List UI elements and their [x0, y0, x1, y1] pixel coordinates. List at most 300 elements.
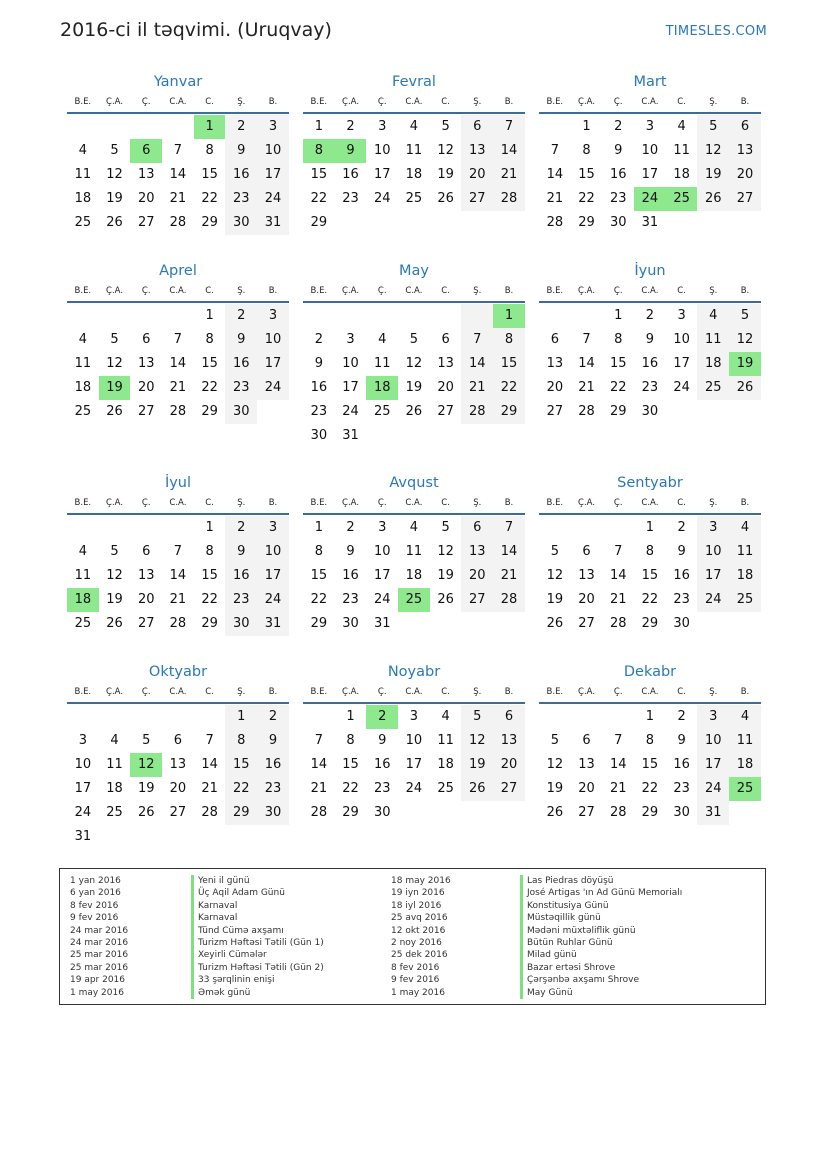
day-cell: 6 [441, 332, 450, 347]
day-cell: 17 [405, 757, 423, 772]
day-cell: 15 [493, 352, 525, 376]
empty-cell [430, 424, 462, 448]
empty-cell [666, 211, 698, 235]
weekday-label: Ç. [377, 498, 387, 508]
day-cell: 11 [405, 143, 423, 158]
day-cell: 31 [641, 215, 659, 230]
day-cell: 17 [673, 356, 690, 371]
day-cell: 27 [578, 805, 595, 820]
empty-cell [130, 705, 162, 729]
day-cell: 12 [405, 356, 423, 371]
day-grid [539, 704, 761, 825]
day-cell: 2 [225, 115, 257, 139]
day-cell: 23 [225, 187, 257, 211]
day-cell: 25 [666, 187, 698, 211]
day-cell: 18 [74, 191, 92, 206]
day-cell: 19 [729, 352, 761, 376]
day-cell: 9 [257, 729, 289, 753]
empty-cell [729, 211, 761, 235]
day-cell: 5 [142, 733, 151, 748]
holiday-name: Xeyirli Cümələr [191, 949, 324, 961]
day-cell: 3 [257, 304, 289, 328]
day-cell: 13 [493, 729, 525, 753]
weekday-label: C.A. [405, 97, 423, 107]
empty-cell [539, 304, 571, 328]
day-cell: 10 [342, 356, 359, 371]
holiday-date: 18 iyl 2016 [391, 900, 442, 911]
weekday-label: Ş. [473, 97, 482, 107]
weekday-label: C. [205, 286, 214, 296]
day-cell: 13 [137, 568, 155, 583]
weekday-label: C. [441, 97, 450, 107]
empty-cell [493, 211, 525, 235]
day-cell: 15 [225, 753, 257, 777]
weekday-label: B.E. [546, 498, 564, 508]
day-cell: 26 [546, 805, 564, 820]
holiday-name: José Artigas 'ın Ad Günü Memorialı [520, 887, 682, 899]
holiday-date: 24 mar 2016 [70, 925, 129, 936]
day-cell: 2 [677, 520, 686, 535]
day-cell: 31 [697, 801, 729, 825]
day-cell: 4 [378, 332, 387, 347]
day-cell: 4 [677, 119, 686, 134]
day-cell: 19 [106, 191, 123, 206]
day-cell: 15 [201, 568, 218, 583]
empty-cell [130, 825, 162, 849]
holiday-name: Turizm Həftəsi Tətili (Gün 2) [191, 962, 324, 974]
day-cell: 18 [673, 167, 690, 182]
day-cell: 14 [578, 356, 595, 371]
empty-cell [398, 424, 430, 448]
weekday-label: Ş. [473, 687, 482, 697]
weekday-label: C. [441, 498, 450, 508]
holiday-name: Bazar ertəsi Shrove [520, 962, 682, 974]
empty-cell [257, 825, 289, 849]
day-cell: 28 [609, 616, 627, 631]
weekday-label: B.E. [74, 286, 92, 296]
empty-cell [602, 516, 634, 540]
day-cell: 5 [550, 733, 559, 748]
day-cell: 10 [257, 540, 289, 564]
day-cell: 6 [582, 544, 591, 559]
empty-cell [194, 825, 226, 849]
weekday-label: Ş. [709, 687, 718, 697]
holiday-name: Las Piedras döyüşü [520, 875, 682, 887]
weekday-label: C.A. [641, 97, 659, 107]
empty-cell [162, 304, 194, 328]
empty-cell [697, 400, 729, 424]
weekday-header [539, 282, 761, 303]
weekday-label: B. [268, 97, 278, 107]
day-cell: 26 [137, 805, 155, 820]
day-cell: 7 [173, 143, 183, 158]
weekday-header [303, 683, 525, 704]
day-cell: 2 [225, 304, 257, 328]
day-cell: 8 [582, 143, 591, 158]
empty-cell [130, 304, 162, 328]
day-cell: 3 [409, 709, 419, 724]
weekday-label: Ç.A. [578, 687, 596, 697]
day-cell: 22 [641, 781, 659, 796]
day-cell: 24 [74, 805, 92, 820]
day-cell: 8 [346, 733, 355, 748]
empty-cell [162, 516, 194, 540]
holiday-name: Karnaval [191, 912, 324, 924]
day-cell: 1 [314, 520, 323, 535]
day-cell: 9 [225, 328, 257, 352]
day-cell: 6 [729, 115, 761, 139]
day-cell: 16 [310, 380, 328, 395]
holiday-date: 1 yan 2016 [70, 876, 121, 886]
weekday-label: Ç. [613, 498, 623, 508]
weekday-label: Ş. [709, 498, 718, 508]
day-cell: 23 [225, 588, 257, 612]
day-cell: 8 [645, 544, 655, 559]
day-cell: 2 [346, 119, 355, 134]
day-cell: 8 [314, 544, 323, 559]
weekday-label: Ş. [237, 687, 246, 697]
day-cell: 1 [205, 308, 214, 323]
day-cell: 4 [697, 304, 729, 328]
holiday-dates-col-1 [70, 875, 128, 999]
day-cell: 3 [257, 516, 289, 540]
weekday-label: C. [441, 286, 450, 296]
empty-cell [335, 304, 367, 328]
day-cell: 12 [437, 143, 454, 158]
empty-cell [461, 801, 493, 825]
weekday-label: C.A. [169, 286, 187, 296]
weekday-header [67, 282, 289, 303]
holiday-date: 25 mar 2016 [70, 950, 129, 961]
day-cell: 20 [729, 163, 761, 187]
day-cell: 1 [194, 115, 226, 139]
day-cell: 31 [74, 829, 92, 844]
day-cell: 1 [493, 304, 525, 328]
day-cell: 2 [677, 709, 686, 724]
day-cell: 12 [546, 757, 564, 772]
empty-cell [398, 801, 430, 825]
day-cell: 29 [609, 404, 627, 419]
day-cell: 7 [493, 115, 525, 139]
holiday-date: 12 okt 2016 [391, 925, 446, 936]
day-cell: 17 [257, 352, 289, 376]
day-cell: 22 [225, 777, 257, 801]
holiday-name: Milad günü [520, 949, 682, 961]
day-cell: 1 [314, 119, 323, 134]
day-cell: 10 [74, 757, 92, 772]
day-cell: 23 [342, 592, 359, 607]
weekday-label: B.E. [310, 286, 328, 296]
day-cell: 16 [373, 757, 391, 772]
day-cell: 20 [461, 564, 493, 588]
day-cell: 2 [346, 520, 355, 535]
day-cell: 19 [546, 592, 564, 607]
month-title: İyul [164, 475, 192, 491]
day-cell: 18 [729, 753, 761, 777]
day-cell: 23 [609, 191, 627, 206]
day-cell: 5 [110, 143, 119, 158]
weekday-label: Ç.A. [106, 687, 124, 697]
empty-cell [335, 211, 367, 235]
day-cell: 31 [257, 211, 289, 235]
day-cell: 28 [578, 404, 595, 419]
day-grid [539, 515, 761, 636]
day-cell: 26 [106, 404, 123, 419]
day-grid [67, 704, 289, 849]
day-cell: 25 [729, 588, 761, 612]
empty-cell [493, 424, 525, 448]
day-cell: 3 [346, 332, 355, 347]
empty-cell [366, 304, 398, 328]
day-cell: 29 [201, 215, 218, 230]
empty-cell [225, 825, 257, 849]
holiday-names-col-1 [191, 875, 324, 999]
day-cell: 4 [409, 520, 419, 535]
day-cell: 6 [461, 516, 493, 540]
empty-cell [729, 400, 761, 424]
weekday-label: Ç. [141, 97, 151, 107]
empty-cell [461, 304, 493, 328]
month-title: Aprel [159, 263, 197, 279]
day-cell: 12 [106, 167, 123, 182]
month-1 [67, 71, 289, 235]
empty-cell [430, 801, 462, 825]
day-cell: 23 [641, 380, 659, 395]
month-title: Dekabr [623, 664, 677, 680]
day-cell: 23 [342, 191, 359, 206]
day-cell: 21 [169, 191, 187, 206]
day-cell: 4 [729, 516, 761, 540]
day-cell: 22 [578, 191, 595, 206]
day-cell: 26 [546, 616, 564, 631]
day-cell: 24 [342, 404, 359, 419]
day-cell: 22 [310, 191, 328, 206]
empty-cell [571, 516, 603, 540]
day-cell: 24 [405, 781, 423, 796]
day-cell: 17 [641, 167, 659, 182]
day-cell: 24 [257, 588, 289, 612]
day-cell: 5 [461, 705, 493, 729]
day-cell: 12 [729, 328, 761, 352]
empty-cell [539, 705, 571, 729]
holiday-name: Karnaval [191, 900, 324, 912]
day-cell: 2 [257, 705, 289, 729]
weekday-label: C.A. [641, 498, 659, 508]
day-cell: 28 [169, 616, 187, 631]
empty-cell [398, 612, 430, 636]
day-cell: 7 [614, 544, 623, 559]
day-cell: 14 [493, 540, 525, 564]
day-cell: 10 [641, 143, 659, 158]
holiday-date: 8 fev 2016 [391, 962, 440, 973]
day-cell: 9 [335, 139, 367, 163]
weekday-header [303, 93, 525, 114]
weekday-label: Ç.A. [578, 498, 596, 508]
weekday-label: Ç. [141, 286, 151, 296]
holiday-date: 25 mar 2016 [70, 962, 129, 973]
month-title: İyun [634, 263, 666, 279]
day-cell: 9 [225, 540, 257, 564]
day-cell: 9 [645, 332, 655, 347]
empty-cell [257, 400, 289, 424]
day-cell: 13 [437, 356, 454, 371]
day-cell: 28 [609, 805, 627, 820]
month-10 [67, 661, 289, 849]
day-cell: 28 [169, 215, 187, 230]
day-cell: 3 [697, 705, 729, 729]
holiday-date: 19 iyn 2016 [391, 888, 445, 899]
day-cell: 26 [461, 777, 493, 801]
day-cell: 13 [729, 139, 761, 163]
day-cell: 22 [201, 592, 218, 607]
day-cell: 8 [303, 139, 335, 163]
site-logo[interactable]: TIMESLES.COM [665, 24, 767, 39]
day-cell: 10 [257, 139, 289, 163]
day-cell: 24 [257, 376, 289, 400]
holiday-date: 9 fev 2016 [70, 913, 119, 924]
holiday-name: Mədəni müxtəliflik günü [520, 925, 682, 937]
day-cell: 13 [169, 757, 187, 772]
day-cell: 10 [373, 544, 391, 559]
empty-cell [602, 705, 634, 729]
weekday-label: B. [740, 498, 750, 508]
day-cell: 25 [398, 588, 430, 612]
day-cell: 3 [257, 115, 289, 139]
day-cell: 1 [645, 709, 655, 724]
empty-cell [666, 400, 698, 424]
weekday-header [539, 93, 761, 114]
day-cell: 6 [550, 332, 559, 347]
day-cell: 2 [645, 308, 655, 323]
weekday-label: Ç. [141, 687, 151, 697]
day-cell: 23 [257, 777, 289, 801]
day-cell: 11 [437, 733, 454, 748]
day-cell: 5 [441, 119, 450, 134]
day-cell: 28 [461, 400, 493, 424]
day-cell: 30 [225, 211, 257, 235]
weekday-label: C. [677, 286, 686, 296]
day-cell: 14 [169, 568, 187, 583]
day-cell: 30 [225, 400, 257, 424]
day-cell: 21 [578, 380, 595, 395]
empty-cell [67, 115, 99, 139]
day-cell: 7 [461, 328, 493, 352]
day-cell: 12 [437, 544, 454, 559]
day-cell: 21 [169, 380, 187, 395]
day-cell: 12 [106, 568, 123, 583]
day-cell: 16 [257, 753, 289, 777]
day-cell: 8 [645, 733, 655, 748]
month-6 [539, 260, 761, 424]
empty-cell [461, 211, 493, 235]
weekday-label: B. [268, 687, 278, 697]
day-cell: 14 [609, 568, 627, 583]
day-cell: 21 [493, 564, 525, 588]
weekday-label: Ç.A. [578, 286, 596, 296]
holiday-name: Konstitusiya Günü [520, 900, 682, 912]
day-cell: 3 [378, 520, 387, 535]
day-cell: 15 [201, 167, 218, 182]
day-cell: 16 [225, 564, 257, 588]
day-cell: 11 [729, 540, 761, 564]
day-cell: 7 [205, 733, 214, 748]
day-cell: 28 [201, 805, 218, 820]
weekday-header [67, 93, 289, 114]
weekday-header [303, 494, 525, 515]
day-cell: 6 [493, 705, 525, 729]
empty-cell [99, 115, 131, 139]
day-cell: 6 [142, 332, 151, 347]
day-cell: 13 [137, 167, 155, 182]
holiday-name: Yeni il günü [191, 875, 324, 887]
day-cell: 21 [546, 191, 564, 206]
day-cell: 6 [582, 733, 591, 748]
empty-cell [430, 612, 462, 636]
day-cell: 11 [697, 328, 729, 352]
day-cell: 25 [437, 781, 454, 796]
month-title: Oktyabr [148, 664, 208, 680]
day-cell: 27 [137, 404, 155, 419]
day-cell: 29 [310, 616, 328, 631]
holiday-date: 24 mar 2016 [70, 937, 129, 948]
day-cell: 18 [366, 376, 398, 400]
day-cell: 26 [437, 191, 454, 206]
day-cell: 5 [550, 544, 559, 559]
day-cell: 11 [729, 729, 761, 753]
weekday-label: C.A. [641, 286, 659, 296]
weekday-label: Ç.A. [342, 97, 360, 107]
month-title: Fevral [392, 74, 436, 90]
day-cell: 30 [342, 616, 359, 631]
day-cell: 30 [225, 612, 257, 636]
day-cell: 15 [342, 757, 359, 772]
day-cell: 10 [673, 332, 690, 347]
day-cell: 19 [461, 753, 493, 777]
day-cell: 25 [74, 616, 92, 631]
day-cell: 25 [74, 215, 92, 230]
holiday-date: 9 fev 2016 [391, 975, 440, 986]
day-cell: 17 [373, 568, 391, 583]
day-cell: 19 [437, 568, 454, 583]
day-grid [67, 303, 289, 424]
weekday-header [67, 494, 289, 515]
weekday-label: C.A. [169, 97, 187, 107]
empty-cell [571, 304, 603, 328]
empty-cell [539, 516, 571, 540]
day-cell: 3 [378, 119, 387, 134]
day-cell: 5 [441, 520, 450, 535]
day-cell: 14 [169, 167, 187, 182]
empty-cell [539, 115, 571, 139]
day-cell: 16 [225, 352, 257, 376]
day-cell: 7 [493, 516, 525, 540]
day-cell: 28 [493, 588, 525, 612]
day-grid [303, 114, 525, 235]
day-cell: 9 [314, 356, 323, 371]
day-cell: 25 [74, 404, 92, 419]
day-cell: 13 [461, 139, 493, 163]
day-cell: 19 [99, 376, 131, 400]
weekday-header [67, 683, 289, 704]
day-cell: 11 [74, 356, 92, 371]
empty-cell [729, 612, 761, 636]
day-cell: 12 [461, 729, 493, 753]
day-cell: 30 [609, 215, 627, 230]
day-cell: 21 [310, 781, 328, 796]
day-cell: 11 [673, 143, 690, 158]
holiday-name: Çərşənbə axşamı Shrove [520, 974, 682, 986]
day-cell: 7 [614, 733, 623, 748]
